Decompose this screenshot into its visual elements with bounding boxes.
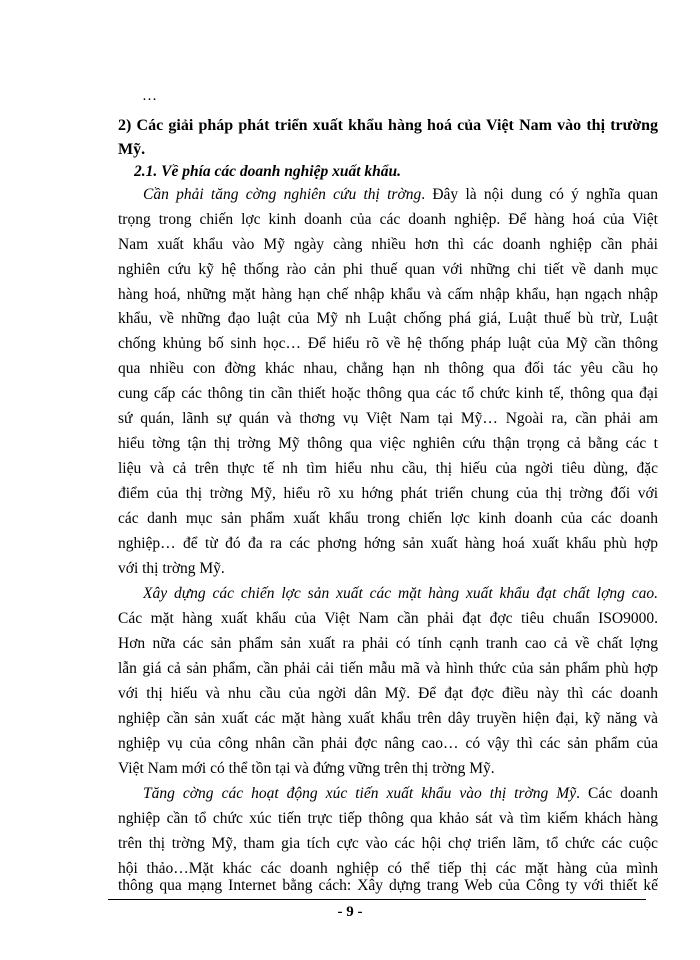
paragraph-2-line: với thị hiếu và nhu cầu của ngời dân Mỹ. Để đạt đợc điều này thì các doanh (118, 685, 658, 702)
section-heading-line-1: 2) Các giải pháp phát triển xuất khẩu hàng hoá của Việt Nam vào thị trường (118, 117, 658, 134)
paragraph-1-line: sứ quán, lãnh sự quán và thơng vụ Việt Nam tại Mỹ… Ngoài ra, cần phải am (118, 410, 658, 427)
paragraph-3-line: hội thảo…Mặt khác các doanh nghiệp có thể tiếp thị các mặt hàng của mình (118, 860, 658, 877)
paragraph-1-line: với thị trờng Mỹ. (118, 560, 225, 577)
paragraph-3-line: thông qua mạng Internet bằng cách: Xây dựng trang Web của Công ty với thiết kế (118, 877, 658, 894)
paragraph-3-first-line-rest: . Các doanh (576, 785, 658, 802)
paragraph-1-first-line (143, 185, 658, 205)
paragraph-1-line: trọng trong chiến lợc kinh doanh của các doanh nghiệp. Để hàng hoá của Việt (118, 211, 658, 228)
paragraph-2-line: Các mặt hàng xuất khẩu của Việt Nam cần phải đạt đợc tiêu chuẩn ISO9000. (118, 610, 658, 627)
paragraph-3-line: trên thị trờng Mỹ, tham gia tích cực vào các hội chợ triển lãm, tổ chức các cuộc (118, 835, 658, 852)
paragraph-1-line: qua nhiều con đờng khác nhau, chẳng hạn nh thông qua đối tác yêu cầu họ (118, 360, 658, 377)
paragraph-1-line: nghiệp… để từ đó đa ra các phơng hớng sản xuất hàng hoá xuất khẩu phù hợp (118, 535, 658, 552)
paragraph-1-line: nghiên cứu kỹ hệ thống rào cản phi thuế quan với những chi tiết về danh mục (118, 261, 658, 278)
leading-ellipsis: … (142, 88, 157, 104)
paragraph-2-line: Hơn nữa các sản phẩm sản xuất ra phải có tính cạnh tranh cao cả về chất lợng (118, 635, 658, 652)
paragraph-2-line: nghiệp cần sản xuất các mặt hàng xuất khẩu trên dây truyền hiện đại, kỹ năng và (118, 710, 658, 727)
paragraph-1-line: cung cấp các thông tin cần thiết hoặc thông qua các tổ chức kinh tế, thông qua đại (118, 385, 658, 402)
paragraph-1-lead: Cần phải tăng cờng nghiên cứu thị trờng (143, 186, 422, 203)
paragraph-2-lead: Xây dựng các chiến lợc sản xuất các mặt hàng xuất khẩu đạt chất lợng cao. (143, 585, 658, 602)
section-heading-line-2: Mỹ. (118, 141, 146, 158)
paragraph-1-line: khẩu, về những đạo luật của Mỹ nh Luật chống phá giá, Luật thuế bù trừ, Luật (118, 310, 658, 327)
paragraph-1-line: chống khủng bố sinh học… Để hiểu rõ về hệ thống pháp luật của Mỹ cần thông (118, 335, 658, 352)
paragraph-2-line: Việt Nam mới có thể tồn tại và đứng vững trên thị trờng Mỹ. (118, 760, 495, 777)
paragraph-1-line: hiểu tờng tận thị trờng Mỹ thông qua việc nghiên cứu thận trọng cả bằng các t (118, 435, 658, 452)
paragraph-1-line: hàng hoá, những mặt hàng hạn chế nhập khẩu và cấm nhập khẩu, hạn ngạch nhập (118, 286, 658, 303)
paragraph-2-line: lẫn giá cả sản phẩm, cần phải cải tiến mẫu mã và hình thức của sản phẩm phù hợp (118, 660, 658, 677)
paragraph-1-line: điểm của thị trờng Mỹ, hiểu rõ xu hớng phát triển chung của thị trờng đối với (118, 485, 658, 502)
paragraph-1-line: Nam xuất khẩu vào Mỹ ngày càng nhiều hơn thì các doanh nghiệp cần phải (118, 236, 658, 253)
paragraph-3-line: nghiệp cần tổ chức xúc tiến trực tiếp thông qua khảo sát và tìm kiếm khách hàng (118, 810, 658, 827)
paragraph-1-first-line-rest: . Đây là nội dung có ý nghĩa quan (421, 186, 658, 203)
paragraph-2-line: nghiệp vụ của công nhân cần phải đợc nâng cao… có vậy thì các sản phẩm của (118, 735, 658, 752)
subsection-heading: 2.1. Về phía các doanh nghiệp xuất khẩu. (134, 163, 401, 180)
page-number: - 9 - (337, 904, 363, 920)
paragraph-3-first-line (143, 784, 658, 804)
paragraph-3-lead: Tăng cờng các hoạt động xúc tiến xuất khẩu vào thị trờng Mỹ (143, 785, 577, 802)
paragraph-1-line: các danh mục sản phẩm xuất khẩu trong chiến lợc kinh doanh của các doanh (118, 510, 658, 527)
paragraph-1-line: liệu và cả trên thực tế nh tìm hiểu nhu cầu, thị hiếu của ngời tiêu dùng, đặc (118, 460, 658, 477)
footer-rule (108, 899, 646, 900)
